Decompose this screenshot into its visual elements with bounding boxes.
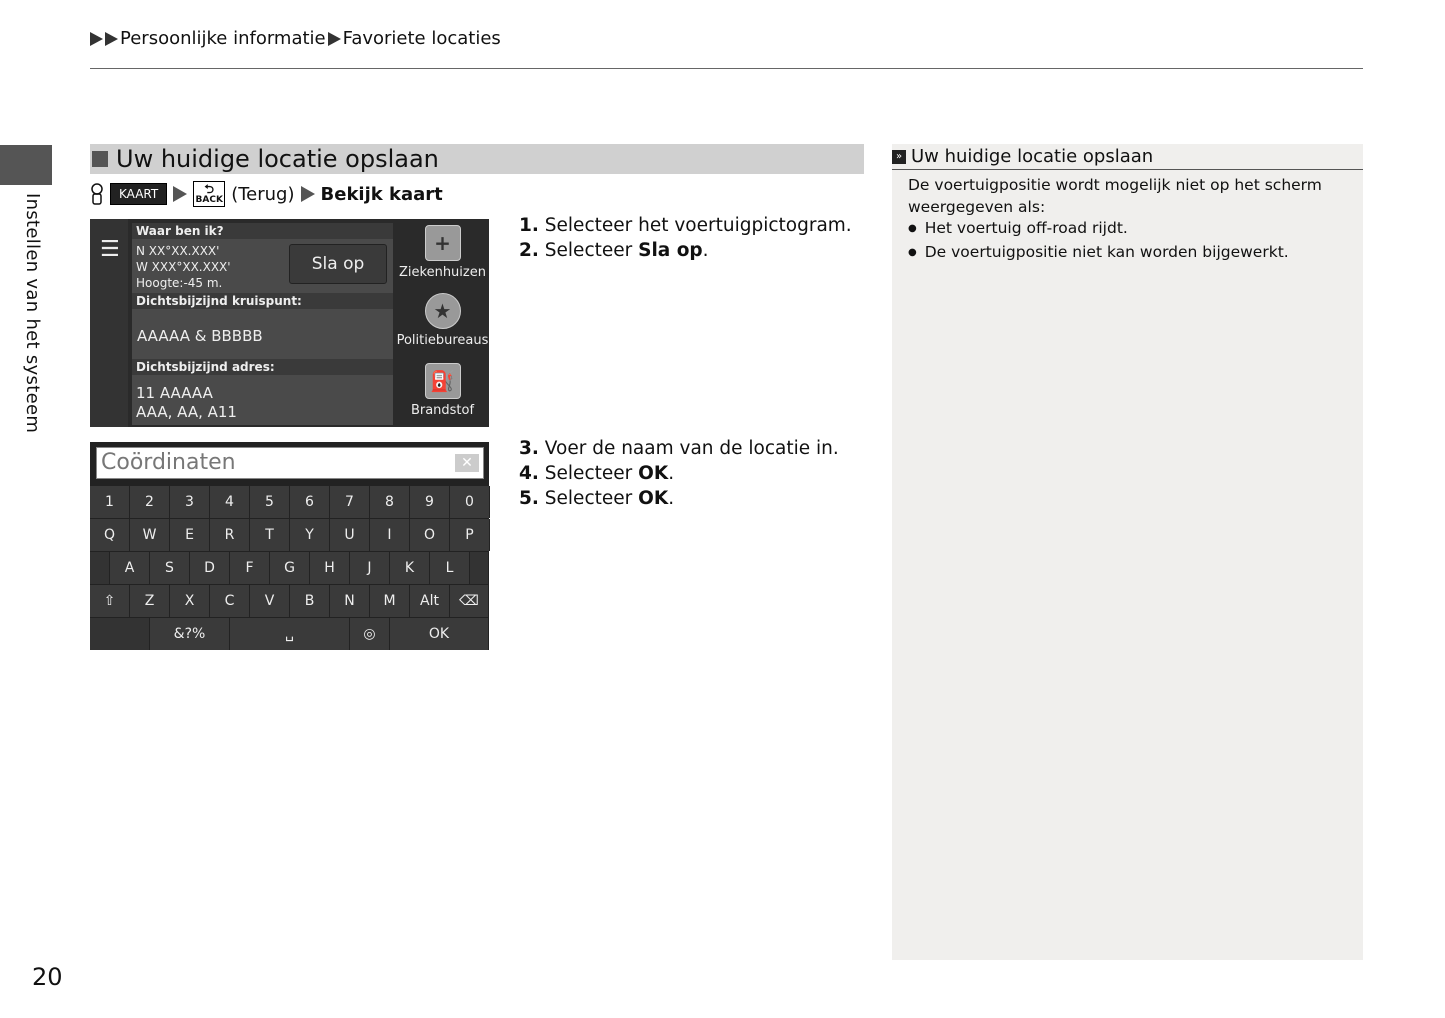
key-c[interactable]: C bbox=[210, 585, 250, 617]
sidebar-item-ziekenhuizen[interactable] bbox=[396, 225, 489, 280]
note-bullet: ● De voertuigpositie niet kan worden bijgewerkt. bbox=[908, 242, 1348, 266]
kruispunt-value: AAAAA & BBBBB bbox=[137, 327, 263, 345]
key-w[interactable]: W bbox=[130, 519, 170, 551]
backspace-icon[interactable]: ⌫ bbox=[450, 585, 489, 617]
step-1: 1. Selecteer het voertuigpictogram. bbox=[519, 215, 852, 236]
key-p[interactable]: P bbox=[450, 519, 490, 551]
key-5[interactable]: 5 bbox=[250, 486, 290, 518]
save-button[interactable]: Sla op bbox=[289, 244, 387, 284]
kaart-button[interactable]: KAART bbox=[110, 183, 167, 205]
key-t[interactable]: T bbox=[250, 519, 290, 551]
step-4: 4. Selecteer OK. bbox=[519, 463, 675, 484]
step-3: 3. Voer de naam van de locatie in. bbox=[519, 438, 839, 459]
key-d[interactable]: D bbox=[190, 552, 230, 584]
key-r[interactable]: R bbox=[210, 519, 250, 551]
sidebar-item-politiebureaus[interactable] bbox=[396, 293, 489, 348]
key-j[interactable]: J bbox=[350, 552, 390, 584]
key-m[interactable]: M bbox=[370, 585, 410, 617]
arrow-icon bbox=[328, 32, 341, 46]
key-4[interactable]: 4 bbox=[210, 486, 250, 518]
ok-button[interactable]: OK bbox=[390, 618, 489, 650]
back-button[interactable] bbox=[193, 181, 225, 207]
key-s[interactable]: S bbox=[150, 552, 190, 584]
note-bullet: ● Het voertuig off-road rijdt. bbox=[908, 218, 1348, 242]
key-9[interactable]: 9 bbox=[410, 486, 450, 518]
key-i[interactable]: I bbox=[370, 519, 410, 551]
sidebar-item-label: Politiebureaus bbox=[396, 333, 489, 348]
adres-label: Dichtsbijzijnd adres: bbox=[132, 359, 393, 375]
key-x[interactable]: X bbox=[170, 585, 210, 617]
header-divider bbox=[90, 68, 1363, 69]
language-globe-icon[interactable]: ◎ bbox=[350, 618, 390, 650]
key-a[interactable]: A bbox=[110, 552, 150, 584]
breadcrumb-item[interactable]: Favoriete locaties bbox=[342, 28, 501, 49]
key-g[interactable]: G bbox=[270, 552, 310, 584]
menu-icon: ☰ bbox=[100, 237, 120, 262]
key-7[interactable]: 7 bbox=[330, 486, 370, 518]
chapter-label: Instellen van het systeem bbox=[22, 193, 43, 434]
coord-w: W XXX°XX.XXX' bbox=[136, 260, 231, 274]
key-b[interactable]: B bbox=[290, 585, 330, 617]
altitude: Hoogte:-45 m. bbox=[136, 276, 223, 290]
sidebar-item-label: Brandstof bbox=[410, 403, 475, 418]
breadcrumb-item[interactable]: Persoonlijke informatie bbox=[120, 28, 326, 49]
sidebar-item-label: Ziekenhuizen bbox=[399, 265, 486, 280]
kruispunt-label: Dichtsbijzijnd kruispunt: bbox=[132, 293, 393, 309]
arrow-icon bbox=[90, 32, 103, 46]
key-1[interactable]: 1 bbox=[90, 486, 130, 518]
key-spacer[interactable] bbox=[470, 552, 489, 584]
key-v[interactable]: V bbox=[250, 585, 290, 617]
key-z[interactable]: Z bbox=[130, 585, 170, 617]
steps-group-2 bbox=[519, 436, 839, 511]
coord-n: N XX°XX.XXX' bbox=[136, 244, 220, 258]
back-button-label: BACK bbox=[195, 195, 223, 205]
key-spacer[interactable] bbox=[90, 552, 110, 584]
hospital-icon: + bbox=[425, 225, 461, 261]
key-o[interactable]: O bbox=[410, 519, 450, 551]
key-alt[interactable]: Alt bbox=[410, 585, 450, 617]
waar-label: Waar ben ik? bbox=[132, 223, 393, 239]
operation-path bbox=[90, 180, 443, 208]
keyboard bbox=[90, 486, 489, 650]
page-number: 20 bbox=[32, 963, 63, 991]
arrow-icon bbox=[173, 186, 187, 202]
arrow-icon bbox=[301, 186, 315, 202]
chapter-tab bbox=[0, 145, 52, 185]
shift-icon[interactable]: ⇧ bbox=[90, 585, 130, 617]
clear-icon[interactable]: ✕ bbox=[455, 454, 479, 472]
key-q[interactable]: Q bbox=[90, 519, 130, 551]
steps-group-1 bbox=[519, 213, 852, 263]
key-u[interactable]: U bbox=[330, 519, 370, 551]
section-heading bbox=[90, 144, 864, 174]
waar-ben-ik-screen bbox=[90, 219, 489, 427]
back-arrow-icon: ⮌ bbox=[204, 182, 215, 196]
note-body bbox=[908, 175, 1348, 265]
fuel-pump-icon: ⛽ bbox=[425, 363, 461, 399]
key-k[interactable]: K bbox=[390, 552, 430, 584]
key-l[interactable]: L bbox=[430, 552, 470, 584]
square-icon bbox=[92, 151, 108, 167]
key-2[interactable]: 2 bbox=[130, 486, 170, 518]
arrow-icon bbox=[105, 32, 118, 46]
note-title: Uw huidige locatie opslaan bbox=[911, 146, 1154, 167]
bekijk-kaart-label: Bekijk kaart bbox=[320, 183, 443, 205]
note-intro: De voertuigpositie wordt mogelijk niet op het scherm weergegeven als: bbox=[908, 176, 1322, 216]
key-n[interactable]: N bbox=[330, 585, 370, 617]
sidebar-item-brandstof[interactable] bbox=[396, 363, 489, 418]
space-icon[interactable]: ␣ bbox=[230, 618, 350, 650]
key-y[interactable]: Y bbox=[290, 519, 330, 551]
note-panel bbox=[892, 144, 1363, 960]
control-knob-icon bbox=[90, 182, 104, 206]
key-f[interactable]: F bbox=[230, 552, 270, 584]
back-text: (Terug) bbox=[231, 183, 295, 205]
key-0[interactable]: 0 bbox=[450, 486, 490, 518]
key-3[interactable]: 3 bbox=[170, 486, 210, 518]
note-heading bbox=[892, 144, 1363, 170]
step-2: 2. Selecteer Sla op. bbox=[519, 240, 709, 261]
breadcrumb bbox=[90, 28, 501, 49]
key-h[interactable]: H bbox=[310, 552, 350, 584]
symbols-button[interactable]: &?% bbox=[150, 618, 230, 650]
key-6[interactable]: 6 bbox=[290, 486, 330, 518]
keyboard-screen bbox=[90, 442, 489, 650]
name-input[interactable]: Coördinaten bbox=[96, 447, 484, 479]
adres-line1: 11 AAAAA bbox=[136, 384, 213, 402]
section-title: Uw huidige locatie opslaan bbox=[116, 145, 439, 173]
menu-button[interactable] bbox=[90, 219, 128, 427]
step-5: 5. Selecteer OK. bbox=[519, 488, 675, 509]
key-spacer[interactable] bbox=[90, 618, 150, 650]
key-8[interactable]: 8 bbox=[370, 486, 410, 518]
adres-line2: AAA, AA, A11 bbox=[136, 403, 237, 421]
nearby-sidebar bbox=[396, 219, 489, 427]
police-badge-icon: ★ bbox=[425, 293, 461, 329]
note-icon: » bbox=[892, 150, 906, 164]
key-e[interactable]: E bbox=[170, 519, 210, 551]
